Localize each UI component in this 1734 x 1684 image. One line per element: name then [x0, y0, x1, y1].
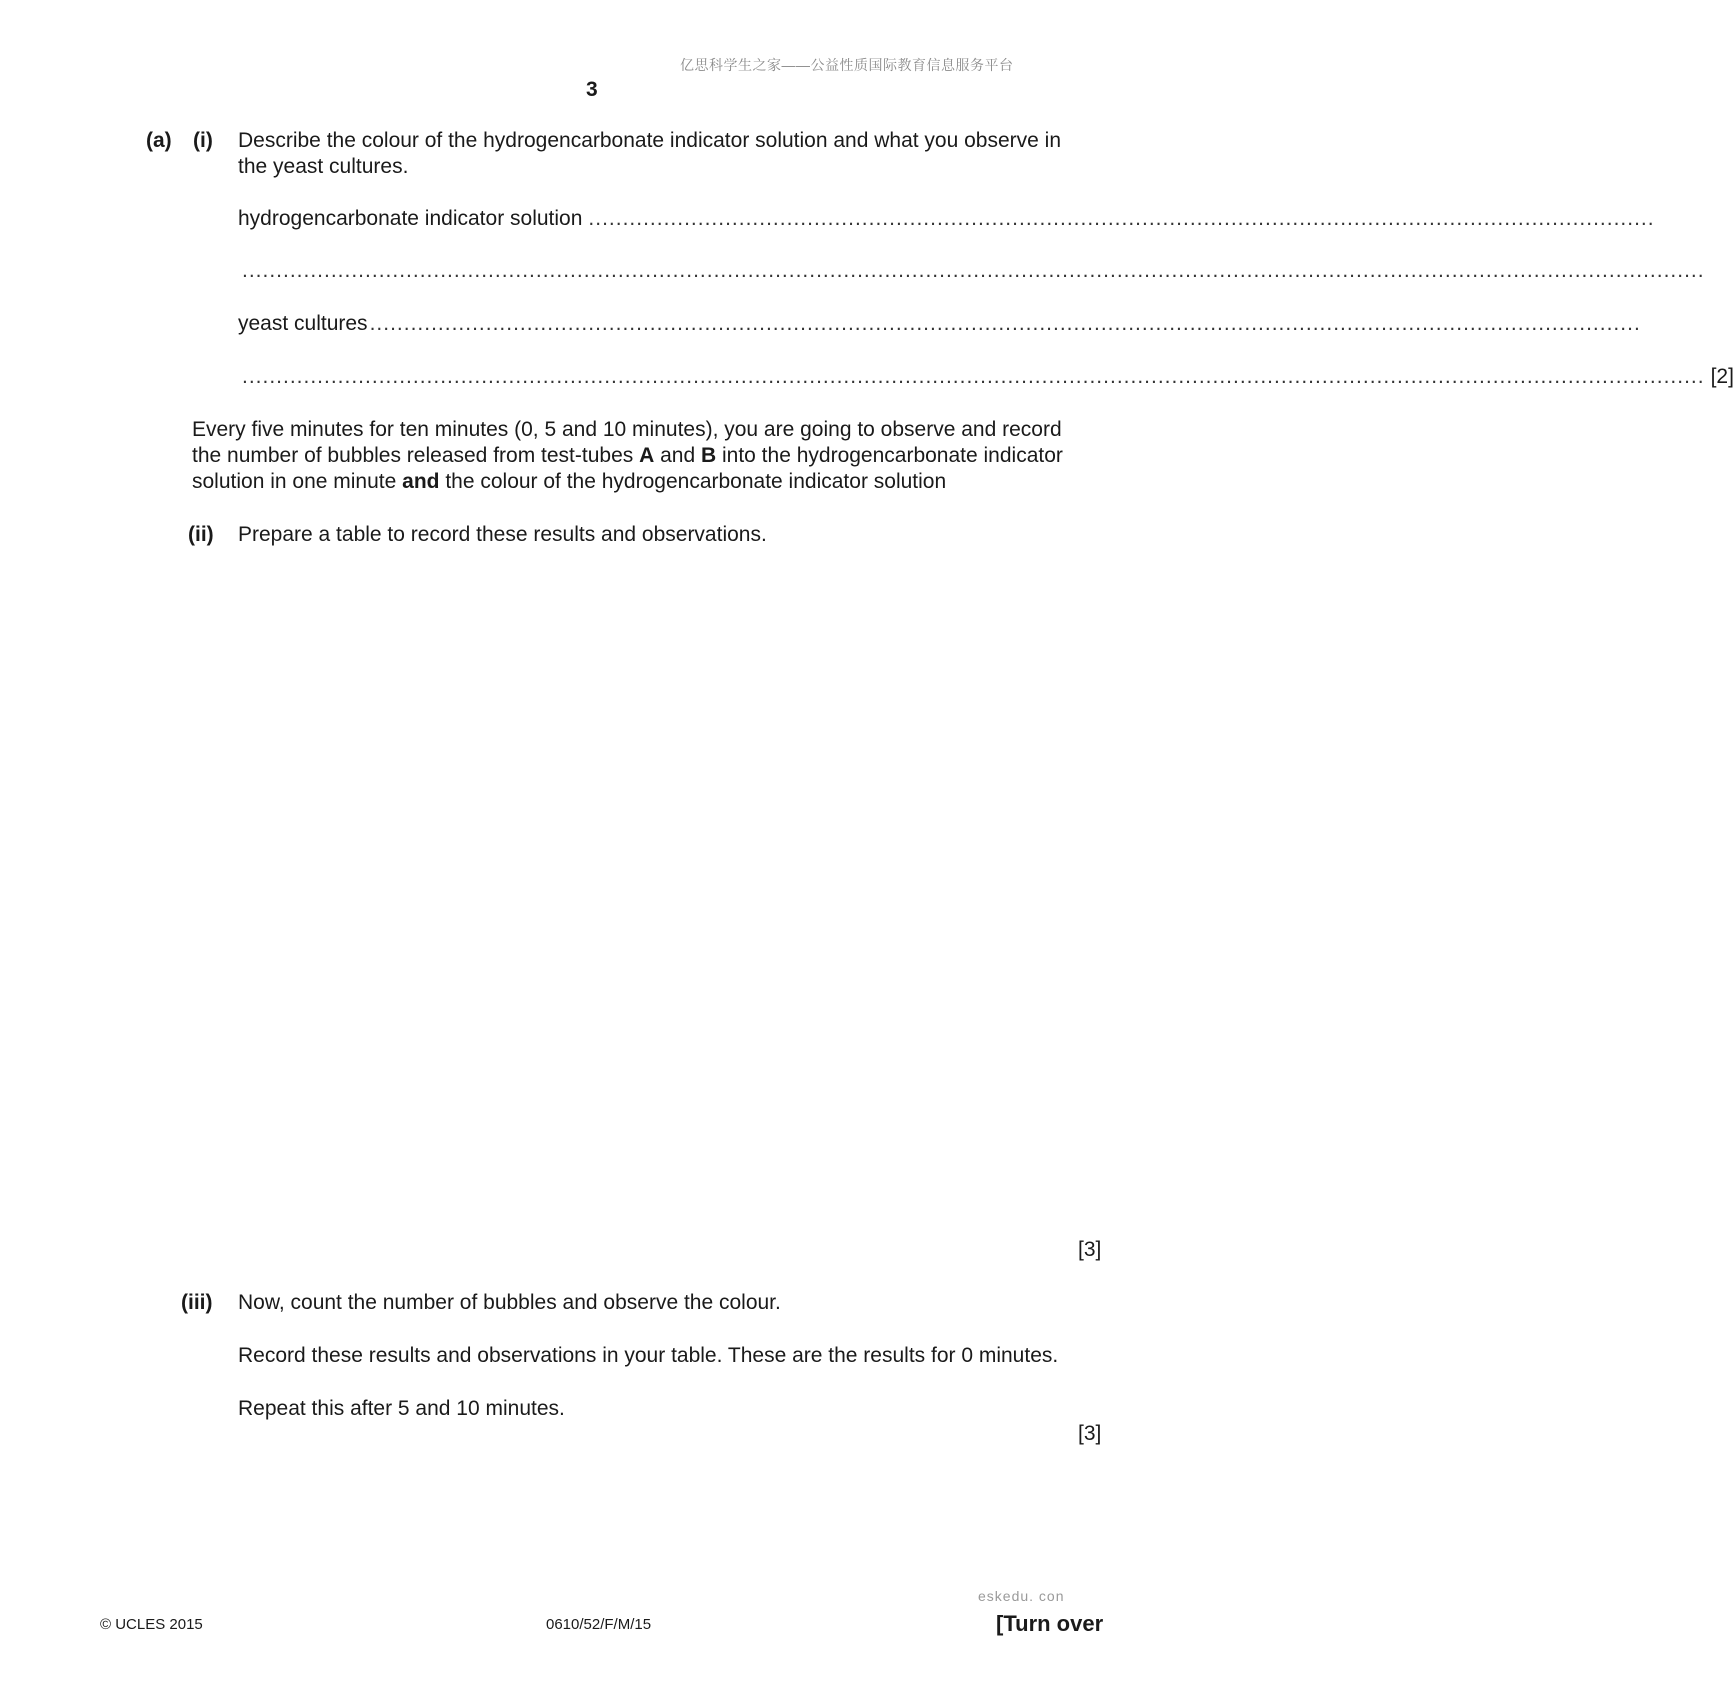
context-text: solution in one minute	[192, 470, 403, 493]
site-watermark: eskedu. con	[978, 1588, 1065, 1604]
turn-over: [Turn over	[996, 1611, 1104, 1636]
answer-line-indicator[interactable]	[238, 206, 1655, 232]
context-line-1: Every five minutes for ten minutes (0, 5 and 10 minutes), you are going to observe and record	[192, 418, 1062, 441]
context-paragraph	[192, 417, 1112, 495]
question-i-line2: the yeast cultures.	[238, 155, 409, 178]
question-ii-text: Prepare a table to record these results and observations.	[238, 523, 767, 546]
tube-a-label: A	[639, 444, 655, 467]
answer-label-indicator: hydrogencarbonate indicator solution	[238, 207, 583, 230]
page-number: 3	[586, 78, 598, 101]
tube-b-label: B	[700, 444, 717, 467]
question-iii-text-2: Record these results and observations in your table. These are the results for 0 minutes.	[238, 1344, 1059, 1367]
table-answer-area[interactable]	[238, 560, 1106, 1220]
dotted-line: ......................................................................................................................................................................................................................	[242, 259, 1705, 282]
question-i-line1: Describe the colour of the hydrogencarbonate indicator solution and what you observe in	[238, 129, 1062, 152]
mark-ii: [3]	[1078, 1238, 1102, 1261]
dotted-line: ............................................................................................................................................................	[588, 207, 1655, 230]
answer-line-yeast-2[interactable]	[242, 364, 1734, 390]
context-text: the colour of the hydrogencarbonate indicator solution	[439, 470, 947, 493]
answer-line-indicator-2[interactable]	[242, 258, 1705, 284]
sub-label-iii: (iii)	[181, 1291, 213, 1314]
paper-code: 0610/52/F/M/15	[546, 1616, 652, 1633]
emphasis-and: and	[402, 470, 440, 493]
question-iii-text-1: Now, count the number of bubbles and observe the colour.	[238, 1291, 781, 1314]
context-text: into the hydrogencarbonate indicator	[716, 444, 1063, 467]
question-iii-text-3: Repeat this after 5 and 10 minutes.	[238, 1397, 565, 1420]
answer-label-yeast: yeast cultures	[238, 312, 368, 335]
copyright: © UCLES 2015	[100, 1616, 203, 1633]
question-i-text	[238, 128, 1108, 180]
context-line-3	[192, 469, 1112, 495]
dotted-line: ......................................................................................................................................................................................................................	[242, 365, 1705, 388]
context-text: and	[654, 444, 701, 467]
context-text: the number of bubbles released from test-tubes	[192, 444, 640, 467]
sub-label-i: (i)	[193, 129, 213, 152]
answer-line-yeast[interactable]	[238, 311, 1641, 337]
mark-iii: [3]	[1078, 1422, 1102, 1445]
mark-i: [2]	[1710, 365, 1734, 388]
dotted-line: ..........................................................................................................................................................................................	[369, 312, 1641, 335]
watermark-text: 亿思科学生之家——公益性质国际教育信息服务平台	[680, 57, 1014, 73]
context-line-2	[192, 443, 1112, 469]
sub-label-ii: (ii)	[188, 523, 214, 546]
part-label-a: (a)	[146, 129, 172, 152]
